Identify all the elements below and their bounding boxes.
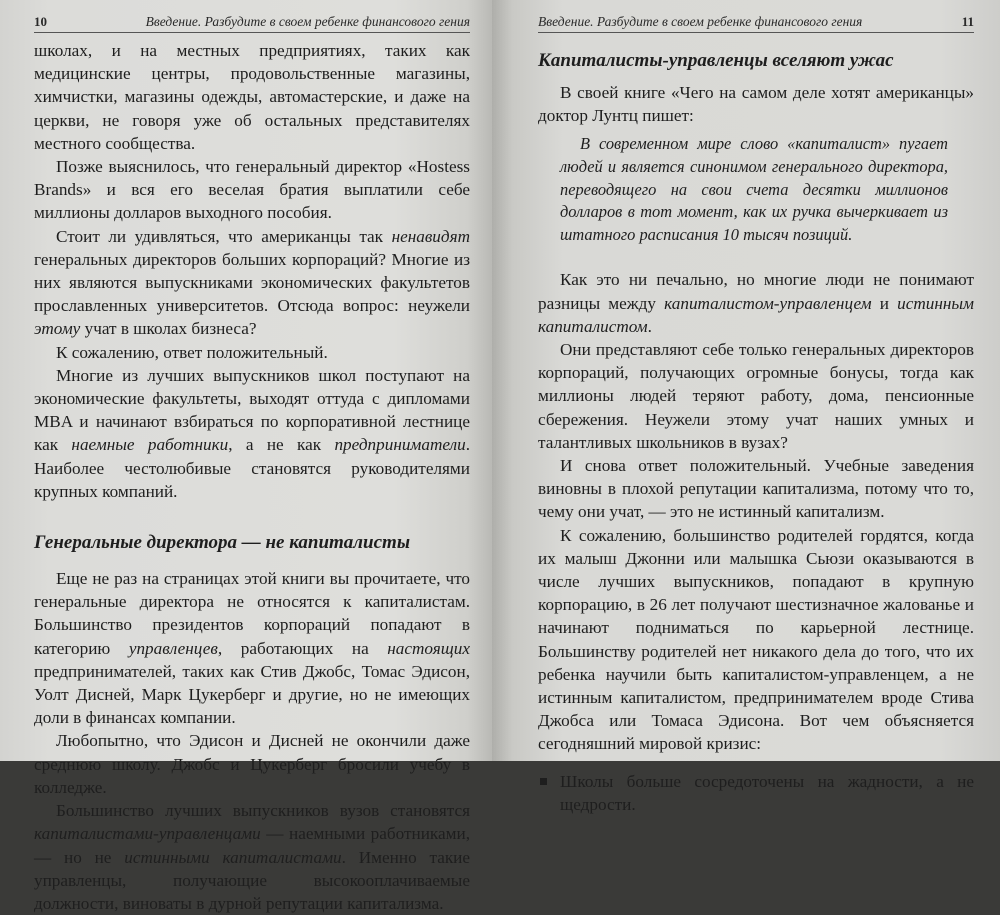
paragraph: Любопытно, что Эдисон и Дисней не окончили даже среднюю школу. Джобс и Цукерберг бросили учебу в колледже. <box>34 731 470 797</box>
paragraph: Стоит ли удивляться, что американцы так ненавидят генеральных директоров больших корпораций? Многие из них являются выпускниками экономических факультетов прославленных университетов. Отсюда вопрос: неужели этому учат в школах бизнеса? <box>34 226 470 339</box>
left-running-title: Введение. Разбудите в своем ребенке финансового гения <box>145 14 470 29</box>
right-running-title: Введение. Разбудите в своем ребенке финансового гения <box>538 14 863 29</box>
paragraph: Еще не раз на страницах этой книги вы прочитаете, что генеральные директора не относятся к капиталистам. Большинство президентов корпораций попадают в категорию управленцев, работающих на настоящих предпринимателей, таких как Стив Джобс, Томас Эдисон, Уолт Дисней, Марк Цукерберг и другие, но не имеющих доли в финансах компании. <box>34 569 470 728</box>
emphasis: капиталистом-управленцем <box>664 293 872 313</box>
list-item: Школы больше сосредоточены на жадности, а не щедрости. <box>538 770 974 816</box>
emphasis: истинным капиталистом <box>538 293 975 336</box>
left-page-number: 10 <box>34 14 47 29</box>
paragraph: В своей книге «Чего на самом деле хотят американцы» доктор Лунтц пишет: <box>538 83 974 126</box>
paragraph: школах, и на местных предприятиях, таких как медицинские центры, продовольственные магазины, химчистки, магазины одежды, автомастерские, и даже на церкви, не говоря уже об остальных представителях местного сообщества. <box>34 41 470 153</box>
emphasis: капиталистами-управленцами <box>34 824 261 844</box>
right-page-number: 11 <box>961 14 974 29</box>
paragraph: К сожалению, ответ положительный. <box>56 342 328 362</box>
right-page <box>492 0 1000 814</box>
paragraph: К сожалению, большинство родителей гордятся, когда их малыш Джонни или малышка Сьюзи оказываются в числе лучших выпускников, попадают в крупную корпорацию, в 26 лет получают шестизначное жалованье и начинают подниматься по карьерной лестнице. Большинству родителей нет никакого дела до того, что их ребенка научили быть капиталистом-управленцем, а не истинным капиталистом, предпринимателем вроде Стива Джобса или Томаса Эдисона. Вот чем объясняется сегодняшний мировой кризис: <box>538 525 974 754</box>
emphasis: наемные работники <box>71 435 229 455</box>
paragraph: Как это ни печально, но многие люди не понимают разницы между капиталистом-управленцем и истинным капиталистом. <box>538 270 975 336</box>
left-page <box>0 0 492 913</box>
bullet-list <box>538 770 974 816</box>
emphasis: предприниматели <box>334 435 466 455</box>
emphasis: ненавидят <box>391 226 470 246</box>
paragraph: Большинство лучших выпускников вузов становятся капиталистами-управленцами — наемными работниками, — но не истинными капиталистами. Именно такие управленцы, получающие высокооплачиваемые должности, виноваты в дурной репутации капитализма. <box>34 801 471 913</box>
emphasis: этому <box>34 319 81 339</box>
section-heading: Капиталисты-управленцы вселяют ужас <box>538 50 894 71</box>
paragraph: Позже выяснилось, что генеральный директор «Hostess Brands» и вся его веселая братия выплатили себе миллионы долларов выходного пособия. <box>34 157 470 223</box>
quote-text: В современном мире слово «капиталист» пугает людей и является синонимом генерального директора, переводящего на свои счета десятки миллионов долларов в тот момент, как их ручка вычеркивает из штатного расписания 10 тысяч позиций. <box>560 134 948 244</box>
emphasis: истинными капиталистами <box>124 847 342 867</box>
left-running-head <box>34 14 470 33</box>
paragraph: И снова ответ положительный. Учебные заведения виновны в плохой репутации капитализма, потому что то, чему они учат, — это не истинный капитализм. <box>538 456 974 522</box>
paragraph: Многие из лучших выпускников школ поступают на экономические факультеты, выходят оттуда с дипломами MBA и начинают взбираться по корпоративной лестнице как наемные работники, а не как предприниматели. Наиболее честолюбивые становятся руководителями крупных компаний. <box>34 365 470 501</box>
right-running-head <box>538 14 974 33</box>
emphasis: настоящих <box>387 638 470 658</box>
spacer <box>538 256 974 268</box>
paragraph: Они представляют себе только генеральных директоров корпораций, получающих огромные бонусы, тогда как миллионы людей теряют работу, дома, пенсионные сбережения. Неужели этому учат наших умных и талантливых школьников в вузах? <box>538 339 974 452</box>
left-body-text <box>34 39 470 915</box>
block-quote <box>560 133 948 246</box>
right-body-text <box>538 49 974 816</box>
section-heading: Генеральные директора — не капиталисты <box>34 532 411 554</box>
emphasis: управленцев <box>128 638 218 658</box>
